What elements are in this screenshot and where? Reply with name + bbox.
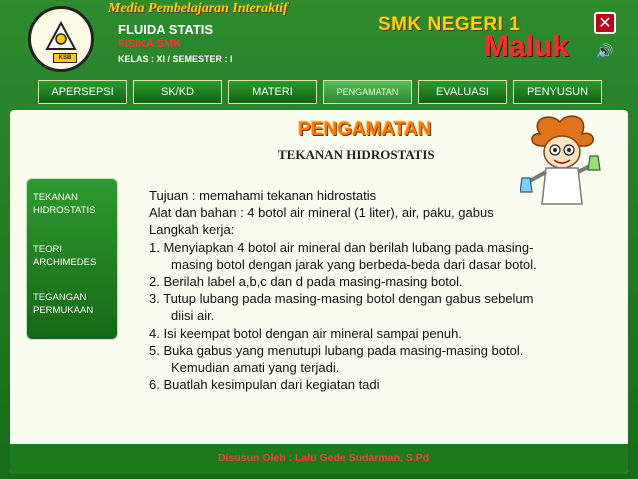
sidebar-item-tekanan-hidrostatis[interactable] [33,191,95,217]
steps-heading: Langkah kerja: [149,222,235,238]
media-title: Media Pembelajaran Interaktif [108,1,288,16]
step-continuation: Kemudian amati yang terjadi. [171,360,340,376]
nav-apersepsi[interactable]: APERSEPSI [38,80,127,104]
step-continuation: diisi air. [171,308,215,324]
step-line: 5. Buka gabus yang menutupi lubang pada masing-masing botol. [149,342,524,358]
sidebar-item-teori-archimedes[interactable] [33,243,96,269]
sidebar-item-label: PERMUKAAN [33,305,94,316]
topic-sidebar [26,178,118,340]
step-line: 1. Menyiapkan 4 botol air mineral dan berilah lubang pada masing- [149,239,534,255]
subject-title: FLUIDA STATIS [118,22,214,37]
author-credit: Disusun Oleh : Lalu Gede Sudarman, S.Pd [218,452,430,464]
observation-text [149,187,619,393]
nav-penyusun[interactable]: PENYUSUN [513,80,602,104]
class-semester: KELAS : XI / SEMESTER : I [118,54,233,64]
school-town: Maluk [484,30,570,63]
page-title: PENGAMATAN [298,119,432,140]
logo-label: KSB [53,53,77,63]
nav-sk-kd[interactable]: SK/KD [133,80,222,104]
sidebar-item-tegangan-permukaan[interactable] [33,291,93,317]
speaker-icon[interactable]: 🔊 [596,44,614,60]
school-logo [28,6,94,72]
sidebar-item-label: TEKANAN [33,192,78,203]
step-line: 6. Buatlah kesimpulan dari kegiatan tadi [149,377,380,393]
nav-evaluasi[interactable]: EVALUASI [418,80,507,104]
objective-line: Tujuan : memahami tekanan hidrostatis [149,188,377,203]
step-line: 3. Tutup lubang pada masing-masing botol dengan gabus sebelum [149,291,534,307]
step-line: 4. Isi keempat botol dengan air mineral sampai penuh. [149,325,462,341]
school-name: SMK NEGERI 1 [378,14,521,35]
step-continuation: masing botol dengan jarak yang berbeda-beda dari dasar botol. [171,256,537,272]
main-nav [38,80,602,104]
step-line: 2. Berilah label a,b,c dan d pada masing-masing botol. [149,274,463,290]
sidebar-item-label: TEORI [33,244,63,255]
sidebar-item-label: ARCHIMEDES [33,257,97,268]
logo-emblem-icon [45,21,77,53]
sidebar-item-label: TEGANGAN [33,292,87,303]
materials-line: Alat dan bahan : 4 botol air mineral (1 liter), air, paku, gabus [149,205,494,221]
nav-materi[interactable]: MATERI [228,80,317,104]
nav-pengamatan[interactable]: PENGAMATAN [323,80,412,104]
sidebar-item-label: HIDROSTATIS [33,205,96,216]
subject-subtitle: FISIKA SMK [118,38,182,50]
close-button[interactable]: ✕ [594,12,616,34]
page-subtitle: TEKANAN HIDROSTATIS [278,147,435,162]
